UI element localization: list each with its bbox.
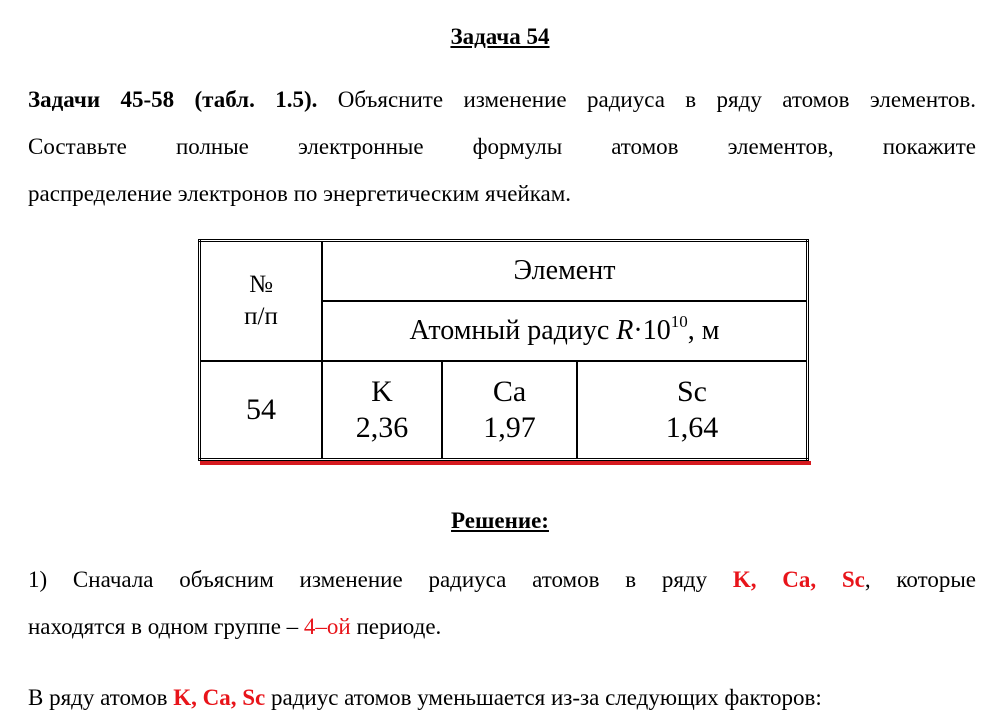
solution-text: периоде.	[350, 614, 442, 639]
element-radius: 1,97	[483, 411, 536, 444]
solution-text: В ряду атомов	[28, 685, 174, 710]
solution-paragraph-1	[28, 556, 976, 650]
radius-unit: , м	[687, 315, 720, 346]
statement-lead: Задачи 45-58 (табл. 1.5).	[28, 87, 318, 112]
element-radius: 2,36	[355, 411, 409, 444]
num-header-sub: п/п	[244, 303, 278, 330]
num-header-cell	[200, 241, 323, 362]
element-header: Элемент	[322, 241, 808, 302]
solution-paragraph-2	[28, 674, 976, 721]
statement-line-3: распределение электронов по энергетическим ячейкам.	[28, 181, 572, 206]
solution-line-2	[28, 603, 976, 650]
red-underline	[200, 461, 811, 465]
element-series: K, Ca, Sc	[732, 567, 865, 592]
solution-text: 1) Сначала объясним изменение радиуса атомов в ряду	[28, 567, 733, 592]
element-series: K, Ca, Sc	[173, 685, 266, 710]
solution-title: Решение:	[451, 508, 549, 533]
radius-symbol: R	[616, 315, 634, 346]
statement-text: Объясните изменение радиуса в ряду атомов элементов.	[317, 87, 976, 112]
data-table	[198, 239, 810, 466]
element-symbol: Sc	[677, 375, 707, 408]
radius-header-text: Атомный радиус	[409, 315, 617, 346]
period-highlight: 4–ой	[303, 614, 351, 639]
solution-text: , которые	[864, 567, 976, 592]
solution-text: находятся в одном группе –	[28, 614, 304, 639]
radius-multiplier: ·10	[633, 315, 671, 346]
solution-line-1	[28, 556, 976, 603]
element-symbol: Ca	[492, 375, 527, 408]
task-title: Задача 54	[450, 24, 550, 49]
statement-line-1	[28, 76, 976, 123]
statement-line-2: Составьте полные электронные формулы атомов элементов, покажите	[28, 134, 976, 159]
task-statement	[28, 76, 976, 217]
radius-exponent: 10	[670, 312, 688, 331]
element-radius: 1,64	[665, 411, 719, 444]
row-number: 54	[200, 361, 323, 460]
num-header: №	[249, 271, 273, 298]
element-cell-sc	[577, 361, 808, 460]
element-cell-ca	[442, 361, 577, 460]
radius-header	[322, 301, 808, 361]
solution-text: радиус атомов уменьшается из-за следующих факторов:	[265, 685, 822, 710]
element-symbol: K	[371, 375, 393, 408]
element-cell-k	[322, 361, 442, 460]
